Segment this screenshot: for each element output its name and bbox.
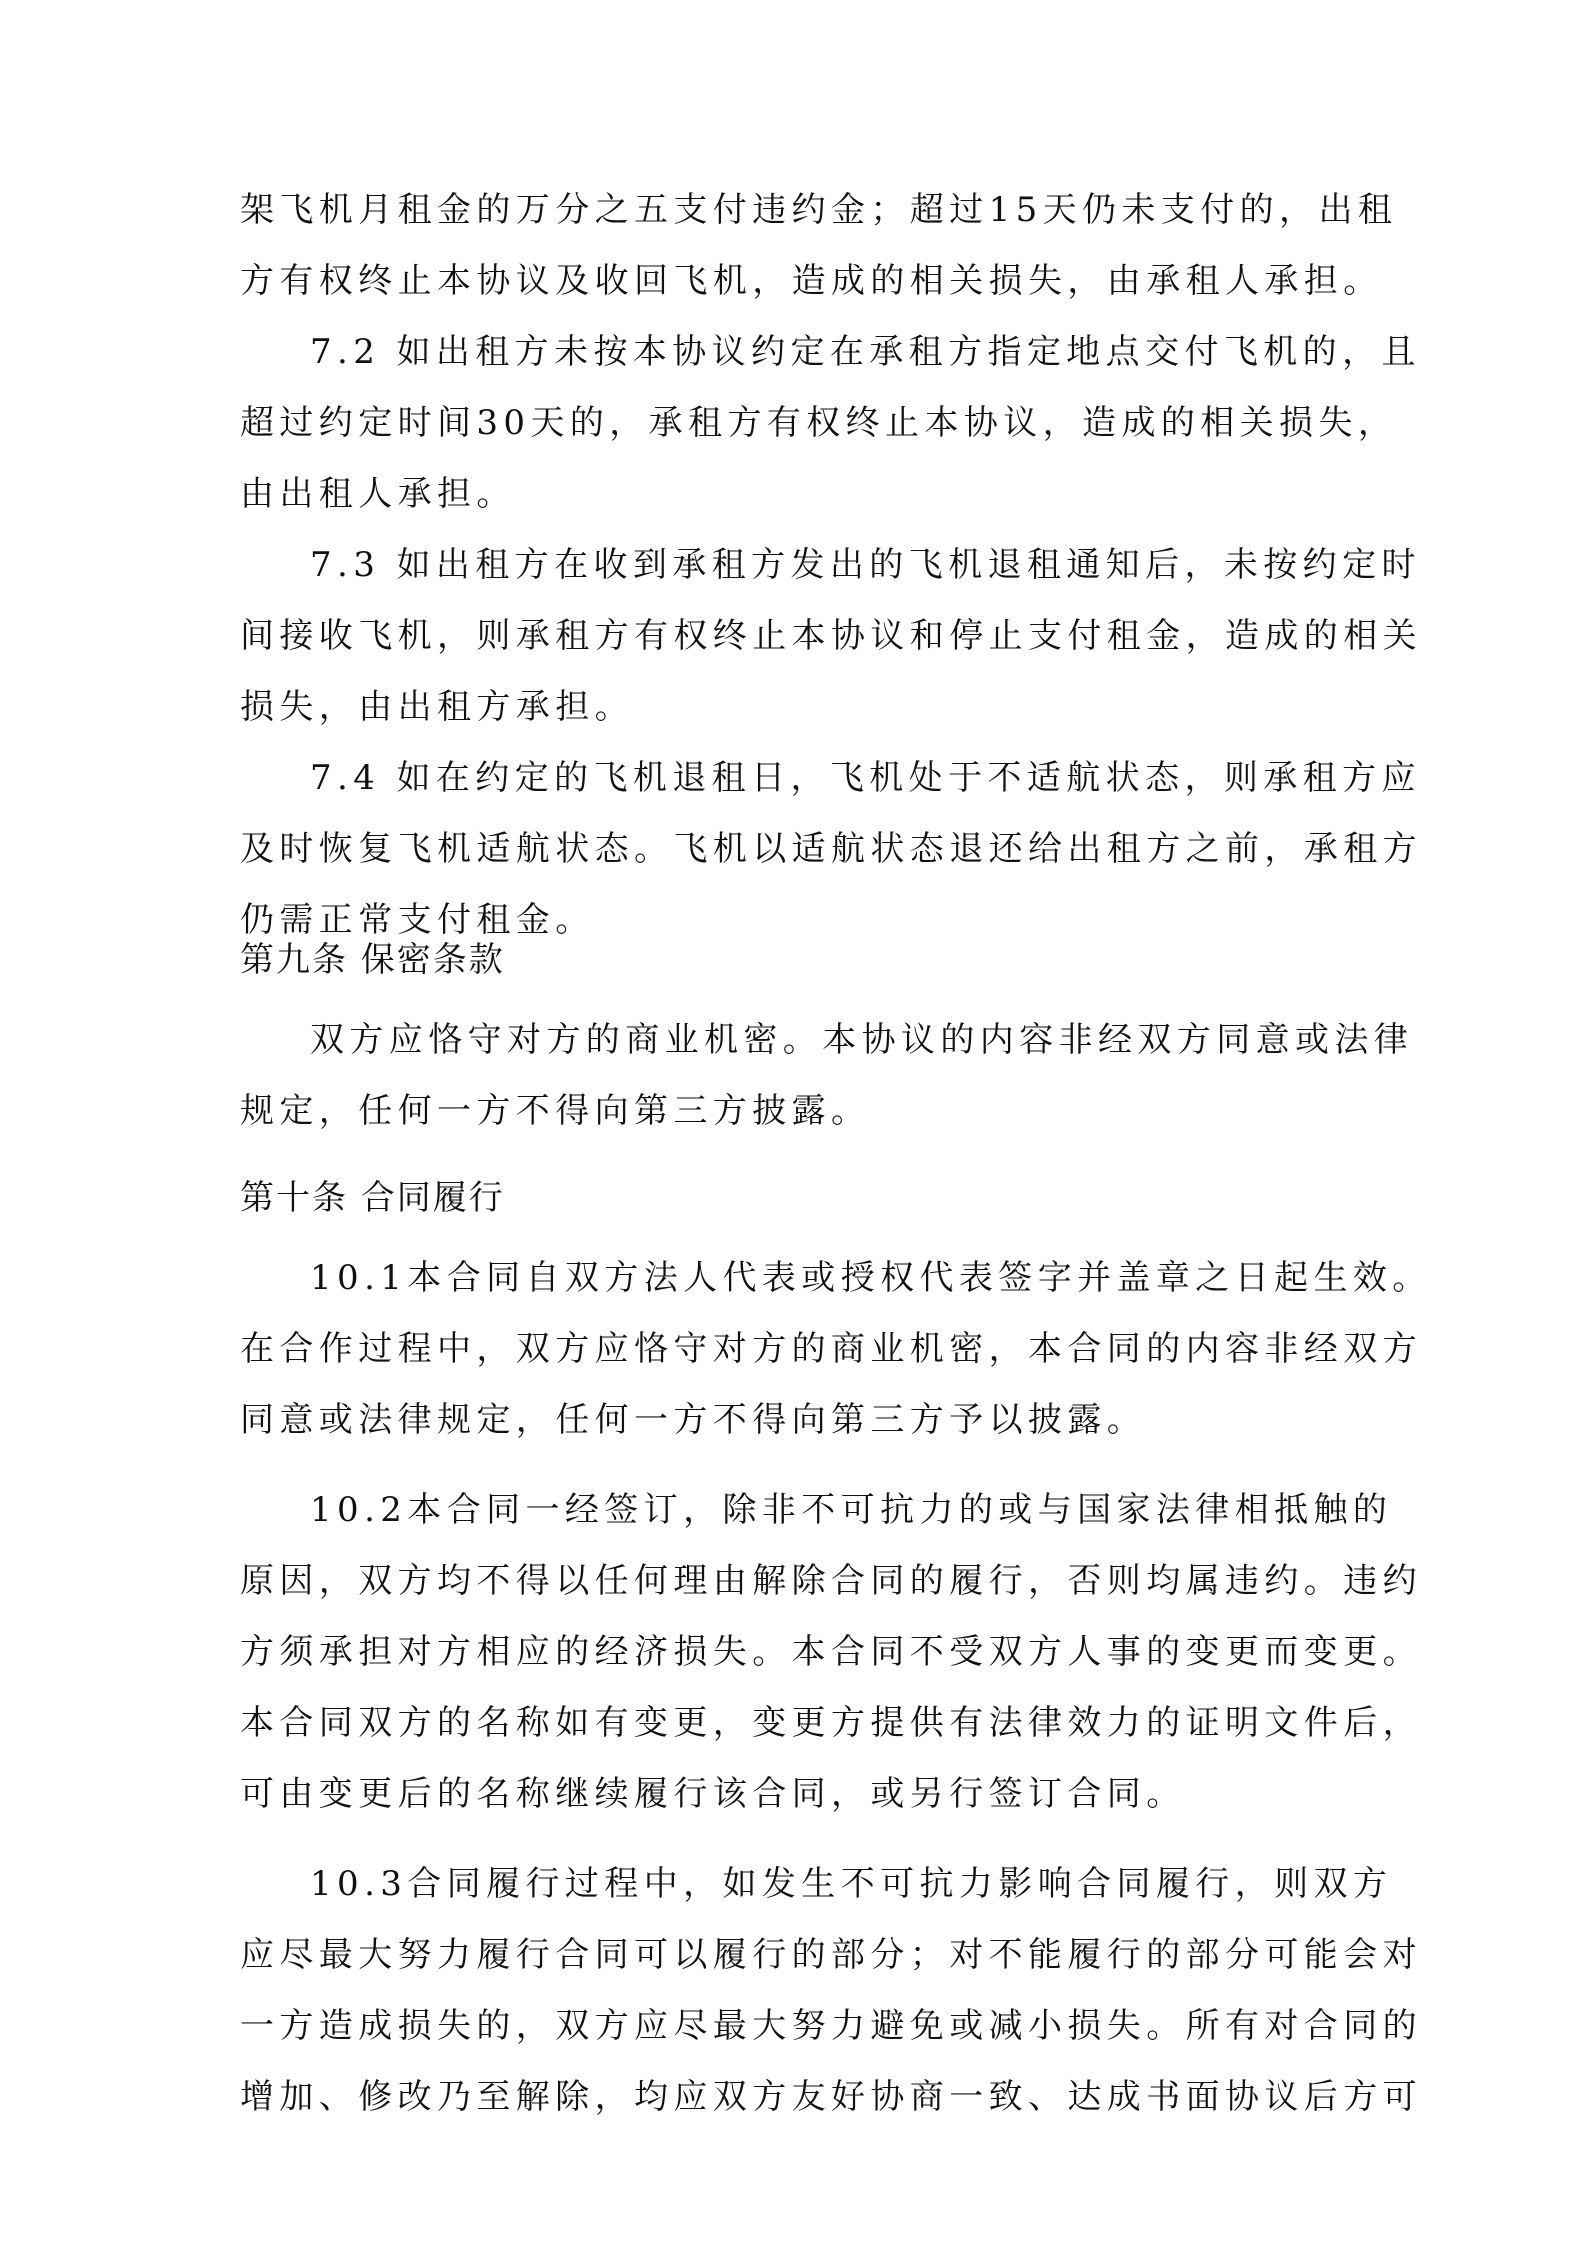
text-line: 可由变更后的名称继续履行该合同，或另行签订合同。: [240, 1774, 1186, 1814]
text-line: 本合同双方的名称如有变更，变更方提供有法律效力的证明文件后，: [240, 1703, 1422, 1743]
clause-10-2-line: 10.2本合同一经签订，除非不可抗力的或与国家法律相抵触的: [310, 1490, 1393, 1530]
article-9-heading: 第九条 保密条款: [240, 940, 505, 980]
text-line: 方有权终止本协议及收回飞机，造成的相关损失，由承租人承担。: [240, 261, 1383, 301]
text-line: 仍需正常支付租金。: [240, 900, 595, 940]
text-line: 间接收飞机，则承租方有权终止本协议和停止支付租金，造成的相关: [240, 616, 1422, 656]
text-line: 超过约定时间30天的，承租方有权终止本协议，造成的相关损失，: [240, 403, 1398, 443]
clause-7-3-line: 7.3 如出租方在收到承租方发出的飞机退租通知后，未按约定时: [310, 545, 1421, 585]
article-10-heading: 第十条 合同履行: [240, 1178, 505, 1218]
text-line: 在合作过程中，双方应恪守对方的商业机密，本合同的内容非经双方: [240, 1329, 1422, 1369]
article-9-line: 双方应恪守对方的商业机密。本协议的内容非经双方同意或法律: [310, 1020, 1414, 1060]
clause-10-3-line: 10.3合同履行过程中，如发生不可抗力影响合同履行，则双方: [310, 1864, 1393, 1904]
text-line: 架飞机月租金的万分之五支付违约金；超过15天仍未支付的，出租: [240, 190, 1398, 230]
clause-7-2-line: 7.2 如出租方未按本协议约定在承租方指定地点交付飞机的，且: [310, 332, 1421, 372]
clause-10-1-line: 10.1本合同自双方法人代表或授权代表签字并盖章之日起生效。: [310, 1258, 1432, 1298]
text-line: 增加、修改乃至解除，均应双方友好协商一致、达成书面协议后方可: [240, 2077, 1422, 2117]
text-line: 及时恢复飞机适航状态。飞机以适航状态退还给出租方之前，承租方: [240, 829, 1422, 869]
text-line: 损失，由出租方承担。: [240, 687, 634, 727]
text-line: 规定，任何一方不得向第三方披露。: [240, 1091, 871, 1131]
text-line: 方须承担对方相应的经济损失。本合同不受双方人事的变更而变更。: [240, 1632, 1422, 1672]
text-line: 同意或法律规定，任何一方不得向第三方予以披露。: [240, 1400, 1147, 1440]
text-line: 一方造成损失的，双方应尽最大努力避免或减小损失。所有对合同的: [240, 2006, 1422, 2046]
text-line: 原因，双方均不得以任何理由解除合同的履行，否则均属违约。违约: [240, 1561, 1422, 1601]
clause-7-4-line: 7.4 如在约定的飞机退租日，飞机处于不适航状态，则承租方应: [310, 758, 1421, 798]
text-line: 由出租人承担。: [240, 474, 516, 514]
text-line: 应尽最大努力履行合同可以履行的部分；对不能履行的部分可能会对: [240, 1935, 1422, 1975]
